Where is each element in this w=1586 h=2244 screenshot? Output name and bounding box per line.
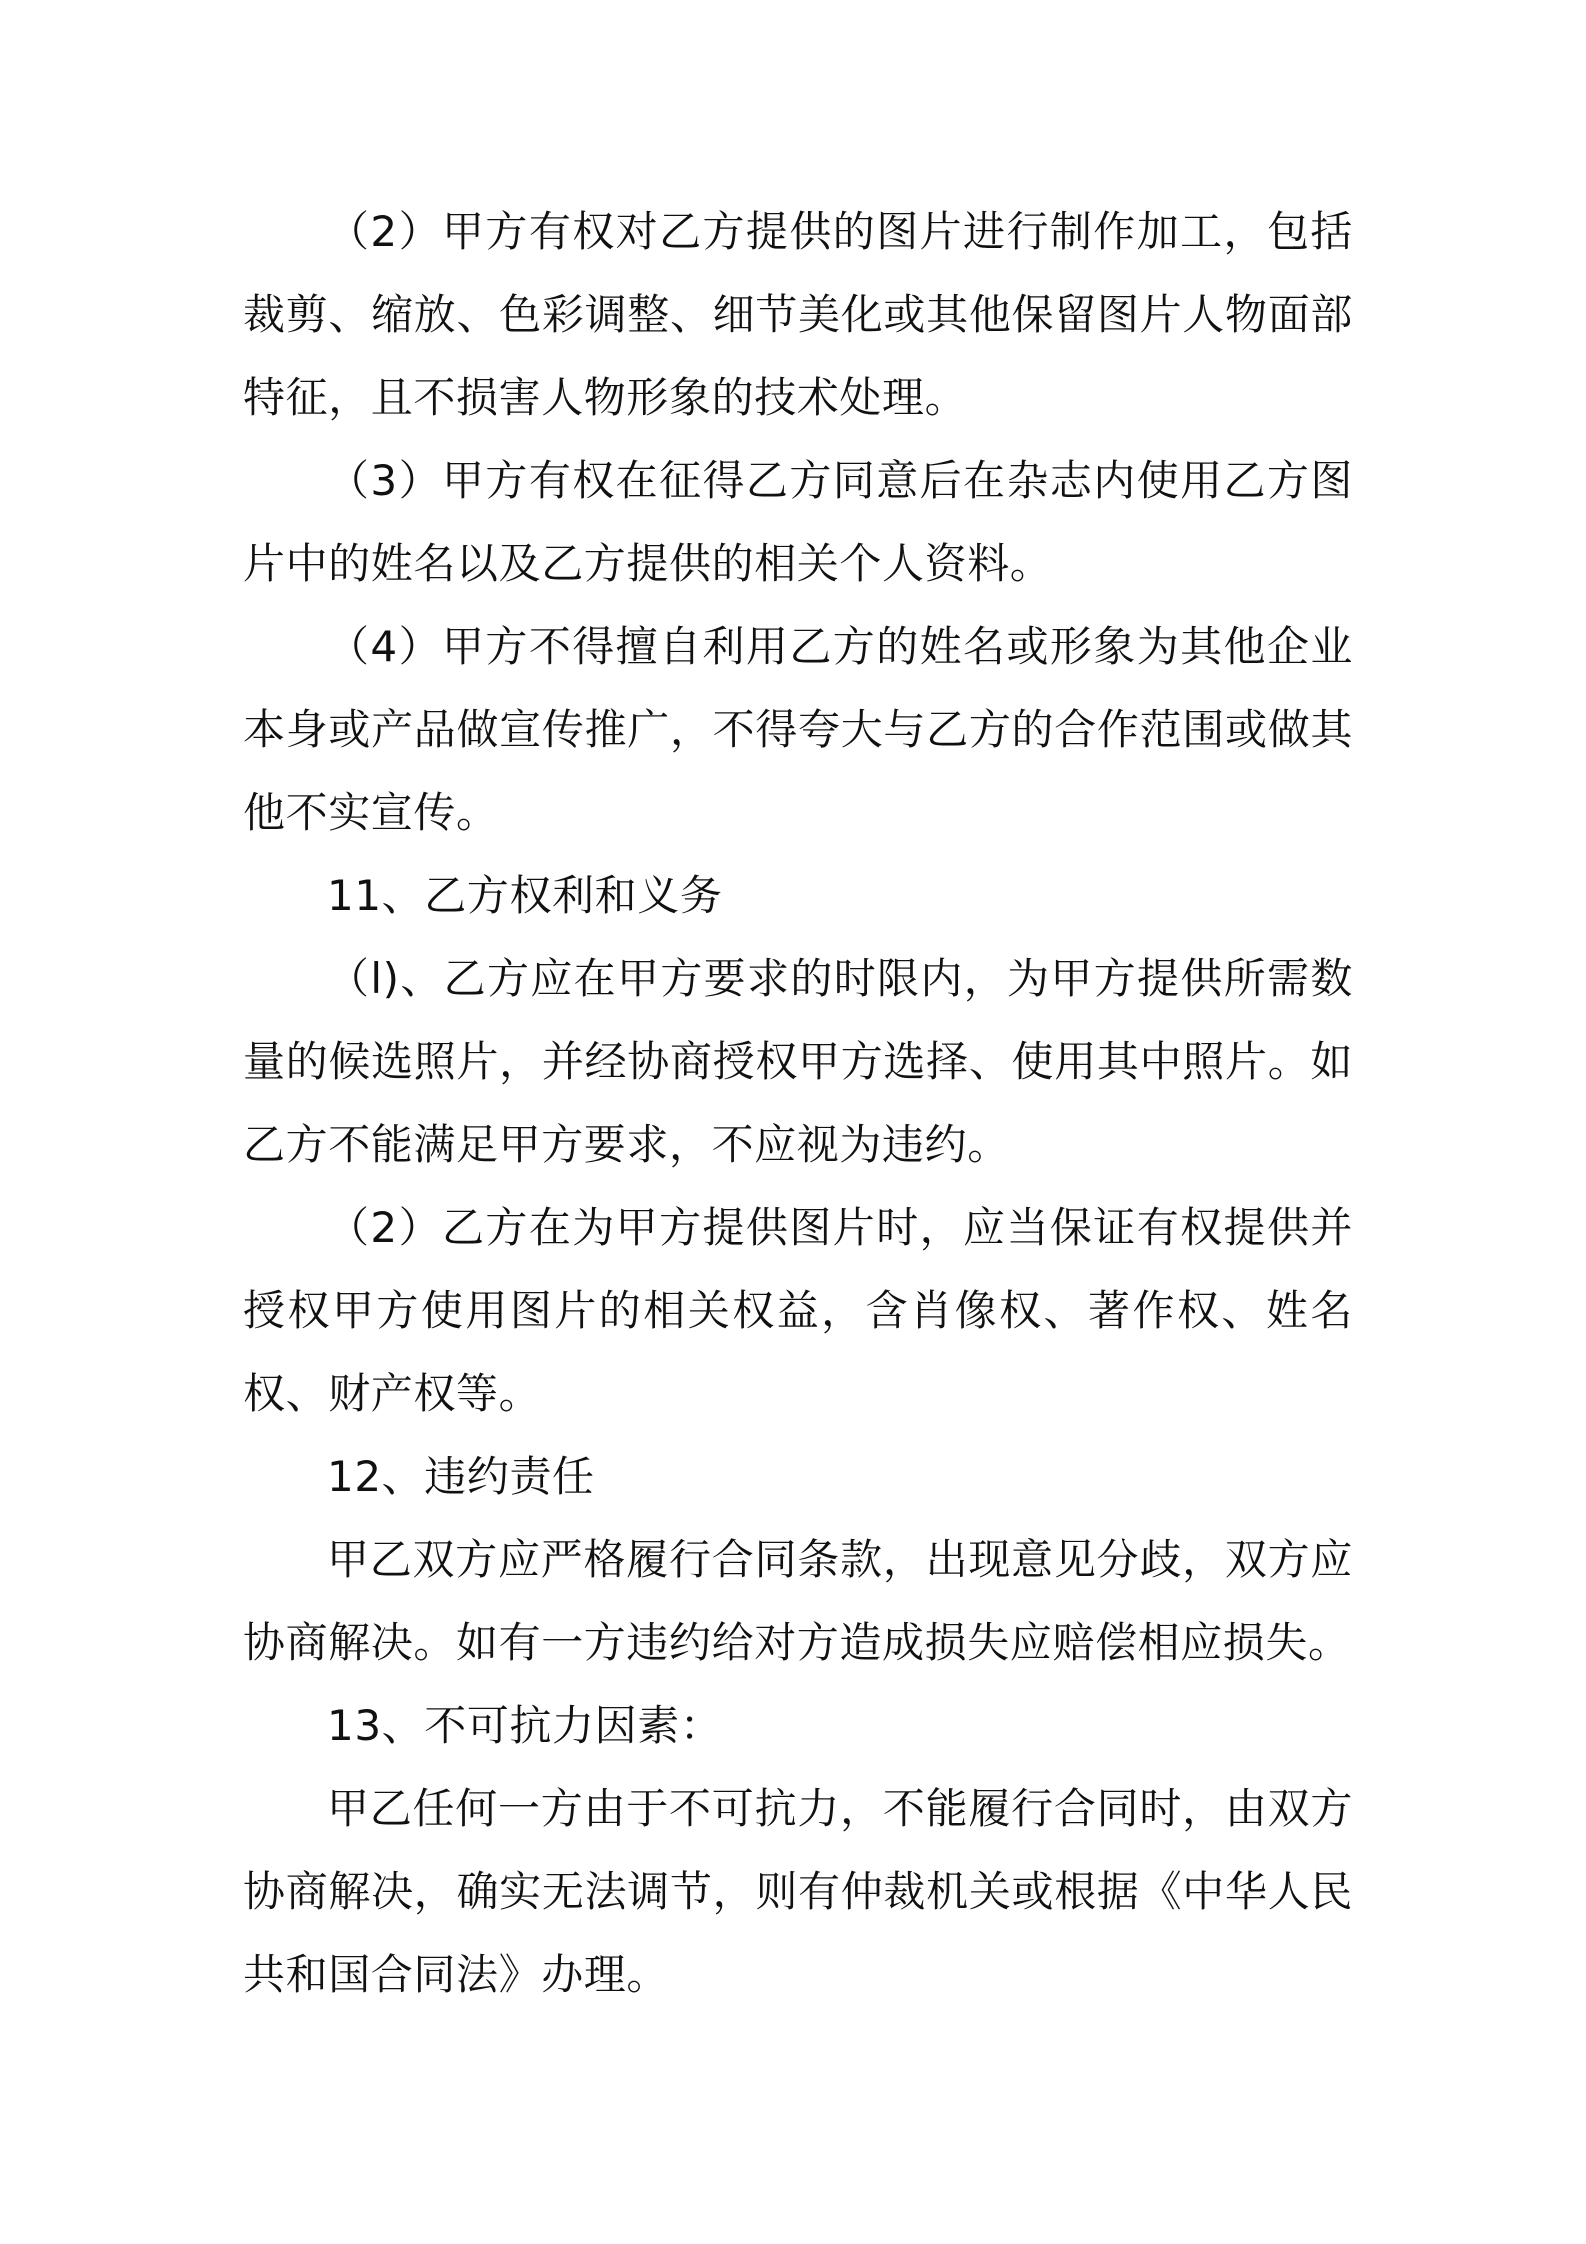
- clause-10-3-paragraph: （3）甲方有权在征得乙方同意后在杂志内使用乙方图片中的姓名以及乙方提供的相关个人资料。: [243, 456, 1353, 588]
- document-body: [243, 190, 1353, 2016]
- section-13-heading: 13、不可抗力因素：: [327, 1701, 723, 1750]
- section-13-paragraph: 甲乙任何一方由于不可抗力，不能履行合同时，由双方协商解决，确实无法调节，则有仲裁机关或根据《中华人民共和国合同法》办理。: [243, 1784, 1353, 1999]
- section-11-heading: 11、乙方权利和义务: [327, 871, 723, 920]
- section-12-paragraph: 甲乙双方应严格履行合同条款，出现意见分歧，双方应协商解决。如有一方违约给对方造成损失应赔偿相应损失。: [243, 1535, 1353, 1667]
- clause-11-2-paragraph: （2）乙方在为甲方提供图片时，应当保证有权提供并授权甲方使用图片的相关权益，含肖像权、著作权、姓名权、财产权等。: [243, 1203, 1353, 1418]
- clause-11-1-paragraph: （l)、乙方应在甲方要求的时限内，为甲方提供所需数量的候选照片，并经协商授权甲方选择、使用其中照片。如乙方不能满足甲方要求，不应视为违约。: [243, 954, 1353, 1169]
- clause-10-2-paragraph: （2）甲方有权对乙方提供的图片进行制作加工，包括裁剪、缩放、色彩调整、细节美化或其他保留图片人物面部特征，且不损害人物形象的技术处理。: [243, 207, 1353, 422]
- section-12-heading: 12、违约责任: [327, 1452, 595, 1501]
- clause-10-4-paragraph: （4）甲方不得擅自利用乙方的姓名或形象为其他企业本身或产品做宣传推广，不得夸大与乙方的合作范围或做其他不实宣传。: [243, 622, 1353, 837]
